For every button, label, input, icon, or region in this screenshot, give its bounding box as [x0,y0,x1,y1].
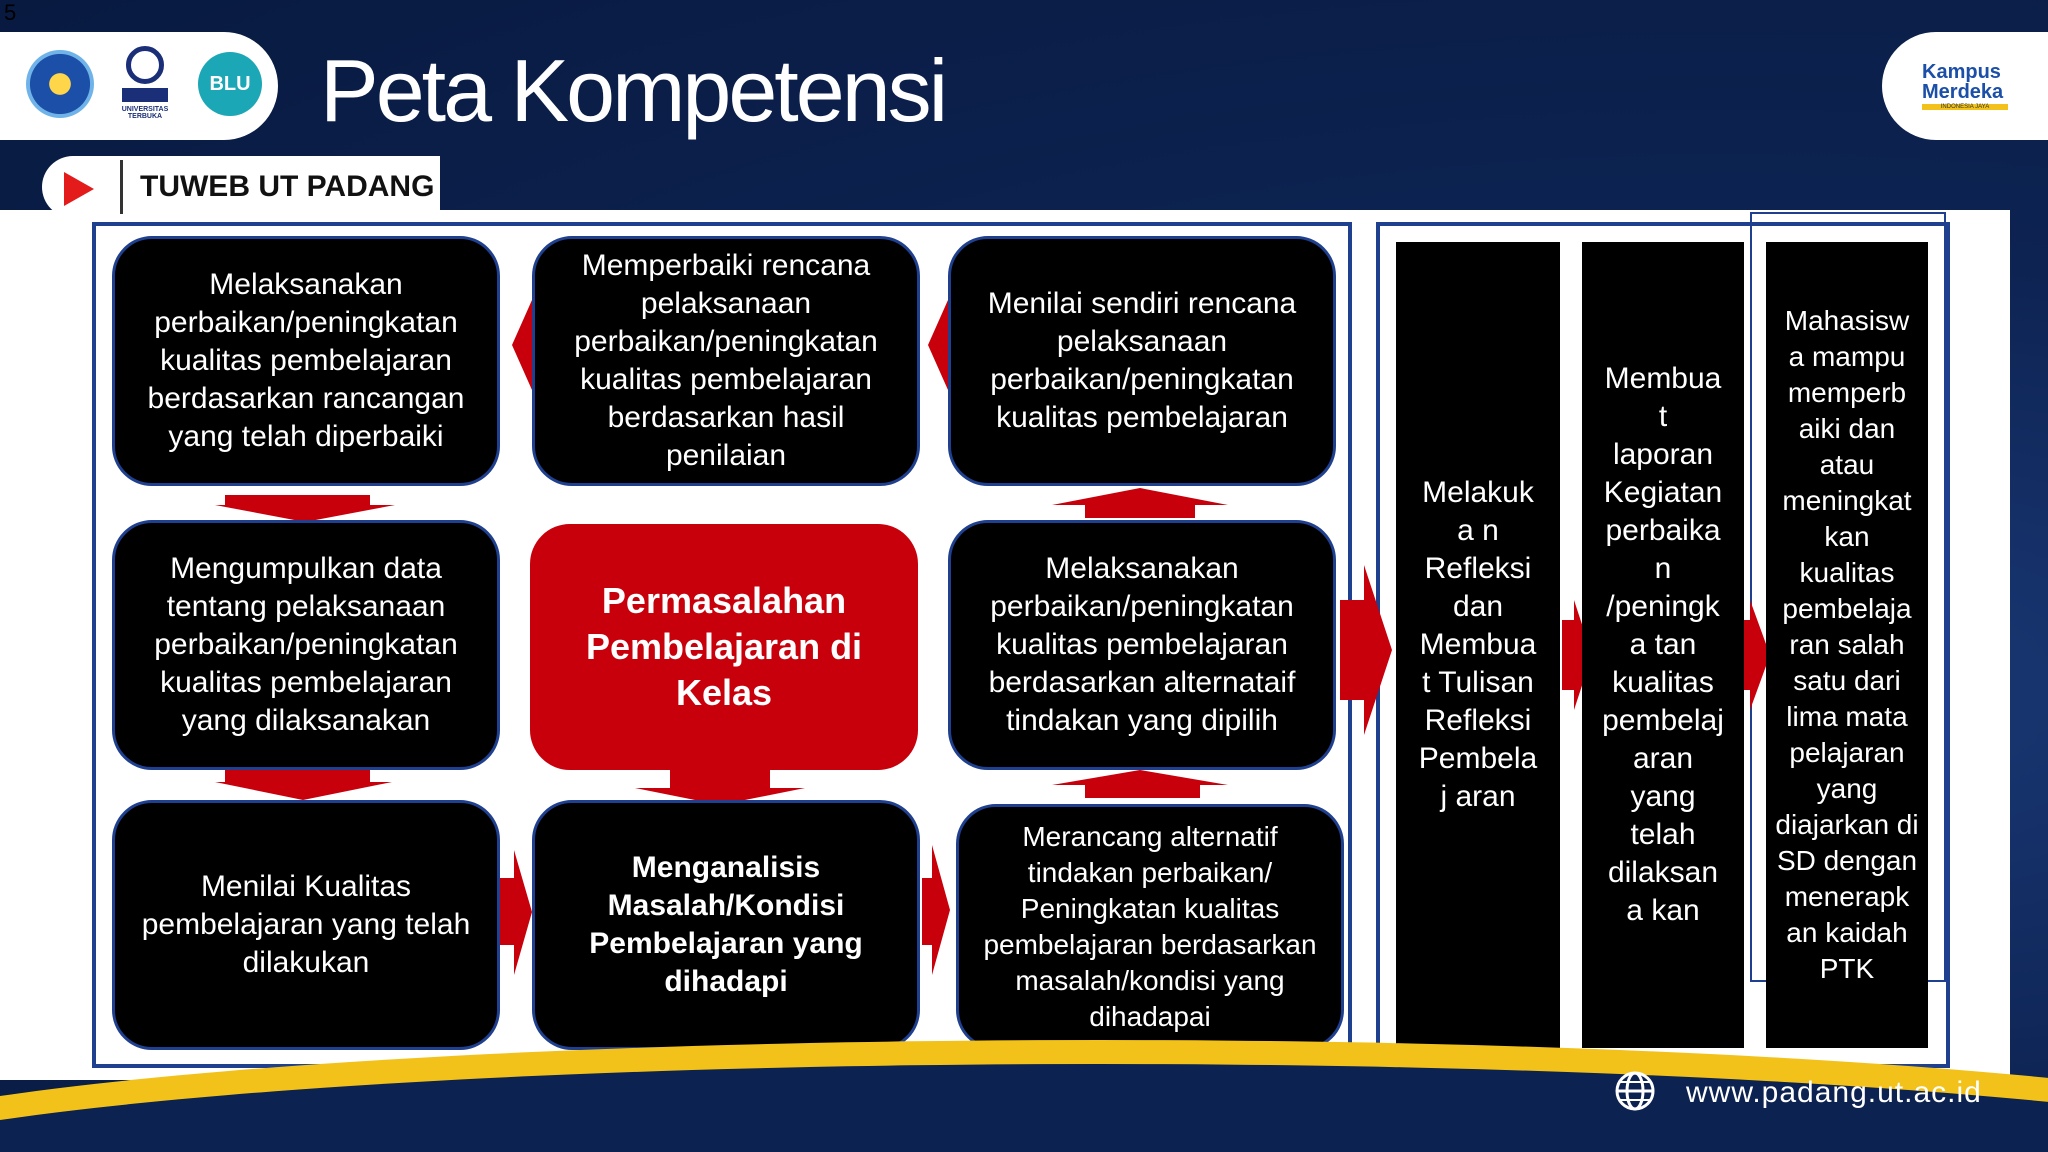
km-line1: Kampus [1922,61,2001,83]
tuweb-label: TUWEB UT PADANG [140,170,435,203]
step-design-alternative: Merancang alternatif tindakan perbaikan/ Peningkatan kualitas pembelajaran berdasarkan masalah/kondisi yang dihadapai [956,804,1344,1050]
step-analyze-problem: Menganalisis Masalah/Kondisi Pembelajaran yang dihadapi [532,800,920,1050]
blu-logo: BLU [198,52,262,116]
website-url[interactable]: www.padang.ut.ac.id [1686,1076,1982,1109]
globe-icon [1614,1070,1656,1112]
slide-number: 5 [4,0,17,25]
tag-divider [120,160,123,214]
km-line3: INDONESIA JAYA [1922,104,2008,110]
ut-logo-text: UNIVERSITAS TERBUKA [121,106,169,120]
outcome-competence: Mahasisw a mampu memperb aiki dan atau meningkat kan kualitas pembelaja ran salah satu dari lima mata pelajaran yang diajarkan di SD dengan menerapk an kaidah PTK [1766,242,1928,1048]
step-implement-improved-plan: Melaksanakan perbaikan/peningkatan kualitas pembelajaran berdasarkan rancangan yang telah diperbaiki [112,236,500,486]
play-icon [48,160,106,218]
ut-emblem-icon [126,46,164,84]
outcome-reflection: Melakuk a n Refleksi dan Membua t Tulisan Refleksi Pembela j aran [1396,242,1560,1048]
step-fix-plan: Memperbaiki rencana pelaksanaan perbaikan/peningkatan kualitas pembelajaran berdasarkan hasil penilaian [532,236,920,486]
km-line2: Merdeka [1922,81,2004,103]
universitas-terbuka-logo [110,46,180,124]
step-self-assess-plan: Menilai sendiri rencana pelaksanaan perbaikan/peningkatan kualitas pembelajaran [948,236,1336,486]
outcome-report: Membua t laporan Kegiatan perbaika n /peningk a tan kualitas pembelaj aran yang telah dilaksan a kan [1582,242,1744,1048]
step-collect-data: Mengumpulkan data tentang pelaksanaan perbaikan/peningkatan kualitas pembelajaran yang dilaksanakan [112,520,500,770]
ut-emblem-base [122,88,168,102]
tut-wuri-logo [26,50,94,118]
step-assess-quality: Menilai Kualitas pembelajaran yang telah dilakukan [112,800,500,1050]
page-title: Peta Kompetensi [320,41,946,140]
kampus-merdeka-logo [1882,32,2048,140]
step-implement-alternative: Melaksanakan perbaikan/peningkatan kualitas pembelajaran berdasarkan alternataif tindakan yang dipilih [948,520,1336,770]
center-problem-box: Permasalahan Pembelajaran di Kelas [530,524,918,770]
